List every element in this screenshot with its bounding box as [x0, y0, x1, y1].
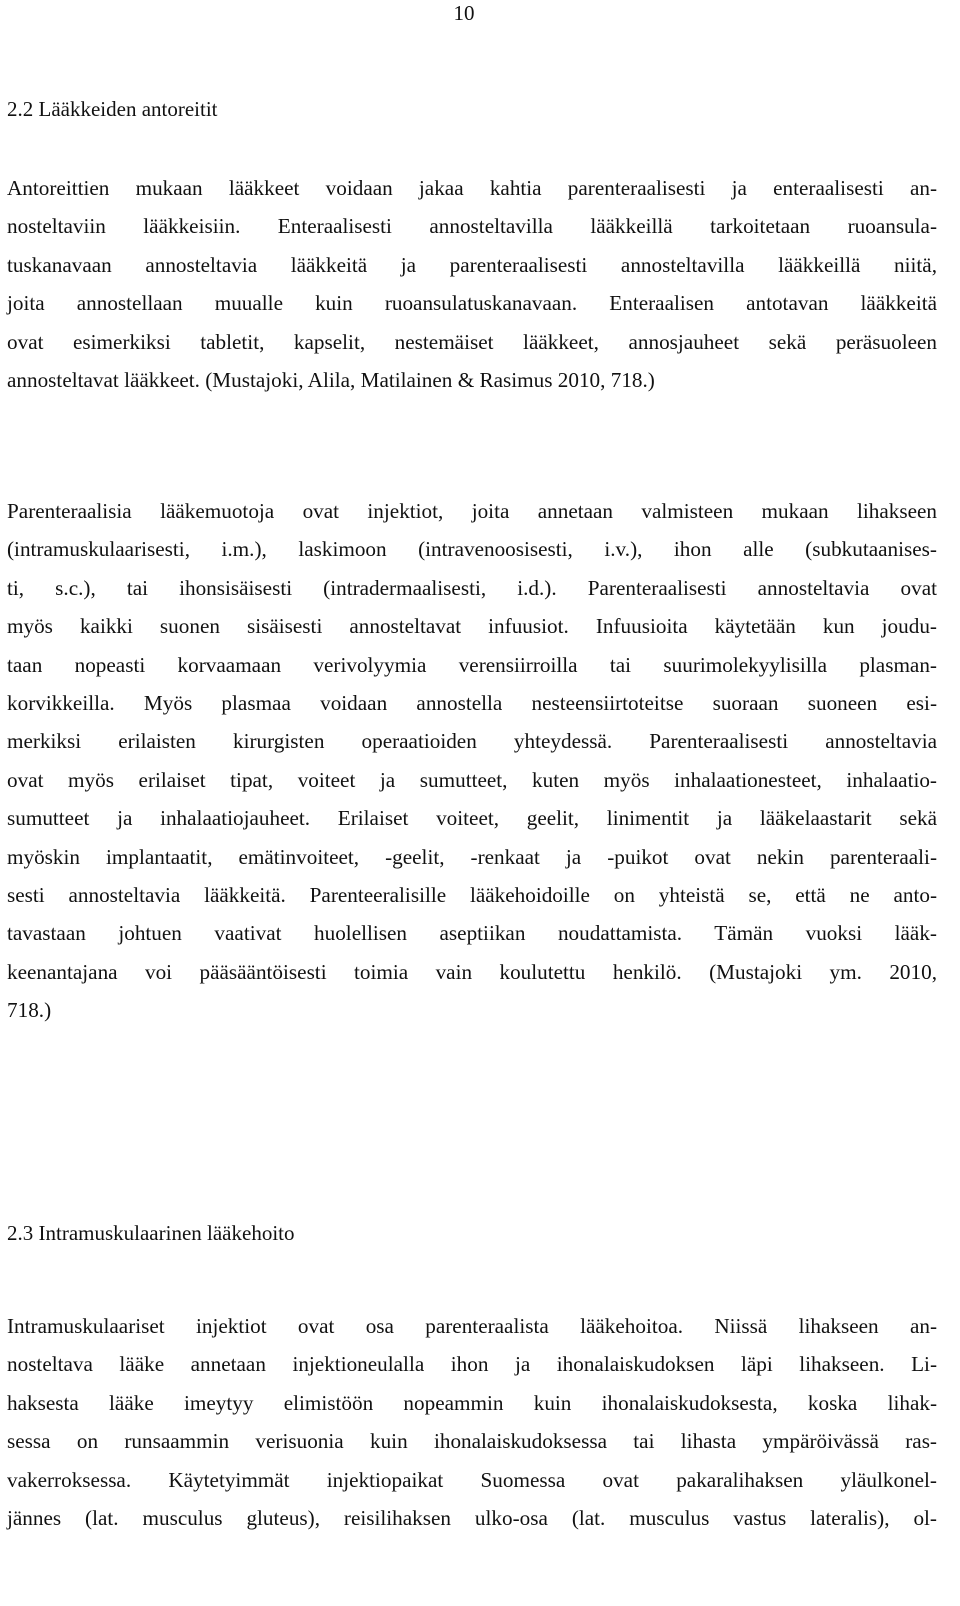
text-line: sumutteet ja inhalaatiojauheet. Erilaiset voiteet, geelit, linimentit ja lääkelaastarit sekä [7, 806, 937, 831]
paragraph-parenteraaliset [7, 492, 937, 1029]
text-line: Antoreittien mukaan lääkkeet voidaan jakaa kahtia parenteraalisesti ja enteraalisesti an- [7, 176, 937, 200]
section-heading-2-3: 2.3 Intramuskulaarinen lääkehoito [7, 1221, 295, 1245]
section-heading-2-2: 2.2 Lääkkeiden antoreitit [7, 97, 218, 121]
text-line: joita annostellaan muualle kuin ruoansulatuskanavaan. Enteraalisen antotavan lääkkeitä [7, 291, 937, 316]
paragraph-intramuskulaariset [7, 1307, 937, 1537]
text-line: merkiksi erilaisten kirurgisten operaatioiden yhteydessä. Parenteraalisesti annosteltavia [7, 729, 937, 754]
text-line: Parenteraalisia lääkemuotoja ovat injektiot, joita annetaan valmisteen mukaan lihakseen [7, 499, 937, 523]
text-line: keenantajana voi pääsääntöisesti toimia vain koulutettu henkilö. (Mustajoki ym. 2010, [7, 959, 937, 984]
text-line: sesti annosteltavia lääkkeitä. Parenteeralisille lääkehoidoille on yhteistä se, että ne anto- [7, 882, 937, 907]
text-line: ovat esimerkiksi tabletit, kapselit, nestemäiset lääkkeet, annosjauheet sekä peräsuoleen [7, 329, 937, 354]
text-line: ovat myös erilaiset tipat, voiteet ja sumutteet, kuten myös inhalaationesteet, inhalaatio- [7, 767, 937, 792]
text-line: vakerroksessa. Käytetyimmät injektiopaikat Suomessa ovat pakaralihaksen yläulkonel- [7, 1467, 937, 1492]
text-line: korvikkeilla. Myös plasmaa voidaan annostella nesteensiirtoteitse suoraan suoneen esi- [7, 690, 937, 715]
text-line: annosteltavat lääkkeet. (Mustajoki, Alila, Matilainen & Rasimus 2010, 718.) [7, 367, 655, 392]
text-line: jännes (lat. musculus gluteus), reisilihaksen ulko-osa (lat. musculus vastus lateralis), ol- [7, 1505, 937, 1530]
text-line: tuskanavaan annosteltavia lääkkeitä ja parenteraalisesti annosteltavilla lääkkeillä niitä, [7, 252, 937, 277]
text-line: nosteltava lääke annetaan injektioneulalla ihon ja ihonalaiskudoksen läpi lihakseen. Li- [7, 1352, 937, 1377]
text-line: haksesta lääke imeytyy elimistöön nopeammin kuin ihonalaiskudoksesta, koska lihak- [7, 1390, 937, 1415]
paragraph-antoreitit [7, 169, 937, 399]
text-line: nosteltaviin lääkkeisiin. Enteraalisesti annosteltavilla lääkkeillä tarkoitetaan ruoansula- [7, 214, 937, 239]
text-line: sessa on runsaammin verisuonia kuin ihonalaiskudoksessa tai lihasta ympäröivässä ras- [7, 1429, 937, 1454]
text-line: myös kaikki suonen sisäisesti annosteltavat infuusiot. Infuusioita käytetään kun joudu- [7, 614, 937, 639]
text-line: taan nopeasti korvaamaan verivolyymia verensiirroilla tai suurimolekyylisilla plasman- [7, 652, 937, 677]
text-line: Intramuskulaariset injektiot ovat osa parenteraalista lääkehoitoa. Niissä lihakseen an- [7, 1314, 937, 1338]
text-line: tavastaan johtuen vaativat huolellisen aseptiikan noudattamista. Tämän vuoksi lääk- [7, 921, 937, 946]
page-number: 10 [453, 1, 475, 25]
text-line: myöskin implantaatit, emätinvoiteet, -geelit, -renkaat ja -puikot ovat nekin parenteraali- [7, 844, 937, 869]
text-line: 718.) [7, 998, 52, 1023]
text-line: (intramuskulaarisesti, i.m.), laskimoon (intravenoosisesti, i.v.), ihon alle (subkutaanises- [7, 537, 937, 562]
text-line: ti, s.c.), tai ihonsisäisesti (intradermaalisesti, i.d.). Parenteraalisesti annosteltavia ovat [7, 575, 937, 600]
